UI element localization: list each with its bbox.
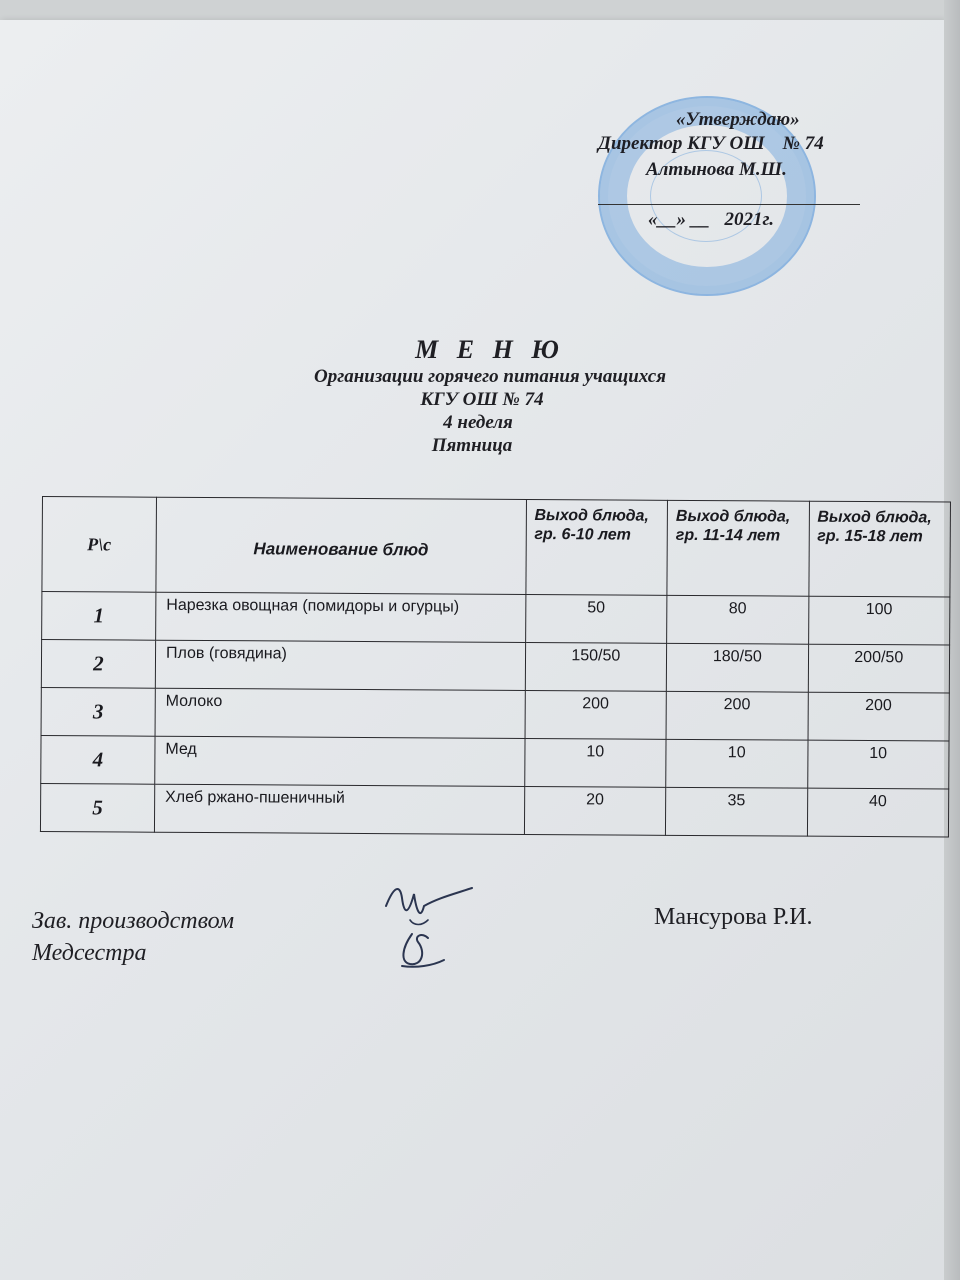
- table-row: [42, 592, 950, 646]
- header-output-15-18: Выход блюда, гр. 15-18 лет: [808, 501, 950, 597]
- row-output-11-14: 10: [666, 739, 808, 788]
- row-number: 1: [42, 592, 156, 641]
- menu-week: 4 неделя: [443, 412, 513, 433]
- row-output-6-10: 150/50: [525, 642, 667, 691]
- header-number: Р\с: [42, 497, 157, 593]
- approval-position-text: Директор КГУ ОШ: [598, 133, 765, 154]
- table-row: [41, 687, 949, 741]
- row-output-15-18: 200: [808, 692, 950, 741]
- header-output-6-10: Выход блюда, гр. 6-10 лет: [526, 499, 668, 595]
- row-output-15-18: 100: [808, 596, 950, 645]
- row-output-6-10: 200: [525, 690, 667, 739]
- approval-date-day: «__»: [648, 209, 686, 230]
- menu-day: Пятница: [431, 435, 513, 456]
- menu-table: [40, 496, 951, 838]
- footer-name-production-head: Мансурова Р.И.: [654, 904, 813, 930]
- row-number: 5: [40, 783, 154, 832]
- row-dish-name: Молоко: [155, 688, 525, 738]
- menu-heading: [230, 335, 750, 457]
- row-dish-name: Нарезка овощная (помидоры и огурцы): [156, 592, 526, 642]
- row-dish-name: Хлеб ржано-пшеничный: [154, 784, 524, 834]
- table-row: [41, 640, 949, 694]
- menu-title: М Е Н Ю: [415, 335, 565, 364]
- footer-role-nurse: Медсестра: [32, 940, 147, 966]
- row-output-11-14: 200: [666, 691, 808, 740]
- row-output-11-14: 35: [666, 787, 808, 836]
- row-dish-name: Плов (говядина): [155, 640, 525, 690]
- row-number: 3: [41, 687, 155, 736]
- menu-subtitle: Организации горячего питания учащихся: [313, 366, 667, 387]
- menu-school: КГУ ОШ № 74: [420, 389, 544, 410]
- header-output-11-14: Выход блюда, гр. 11-14 лет: [667, 500, 809, 596]
- approval-date-month: __: [690, 209, 710, 230]
- approval-date: [648, 208, 774, 232]
- row-number: 2: [41, 640, 155, 689]
- approval-date-year: 2021г.: [724, 209, 775, 230]
- row-output-6-10: 50: [525, 594, 667, 643]
- approval-position: [598, 132, 824, 156]
- header-dish-name: Наименование блюд: [156, 497, 526, 594]
- footer-role-production-head: Зав. производством: [32, 908, 235, 934]
- approval-school-number: № 74: [782, 133, 824, 154]
- table-row: [41, 735, 949, 789]
- row-output-15-18: 40: [807, 788, 949, 837]
- table-header-row: [42, 497, 951, 598]
- signature-nurse: [392, 926, 452, 976]
- row-output-6-10: 10: [524, 738, 666, 787]
- table-row: [40, 783, 948, 837]
- row-output-15-18: 10: [807, 740, 949, 789]
- row-output-15-18: 200/50: [808, 644, 950, 693]
- row-output-11-14: 180/50: [666, 643, 808, 692]
- row-number: 4: [41, 735, 155, 784]
- approval-director-name: Алтынова М.Ш.: [646, 159, 787, 180]
- row-dish-name: Мед: [155, 736, 525, 786]
- row-output-6-10: 20: [524, 786, 666, 835]
- signature-line: [598, 204, 860, 205]
- approval-title: «Утверждаю»: [676, 109, 800, 130]
- row-output-11-14: 80: [667, 595, 809, 644]
